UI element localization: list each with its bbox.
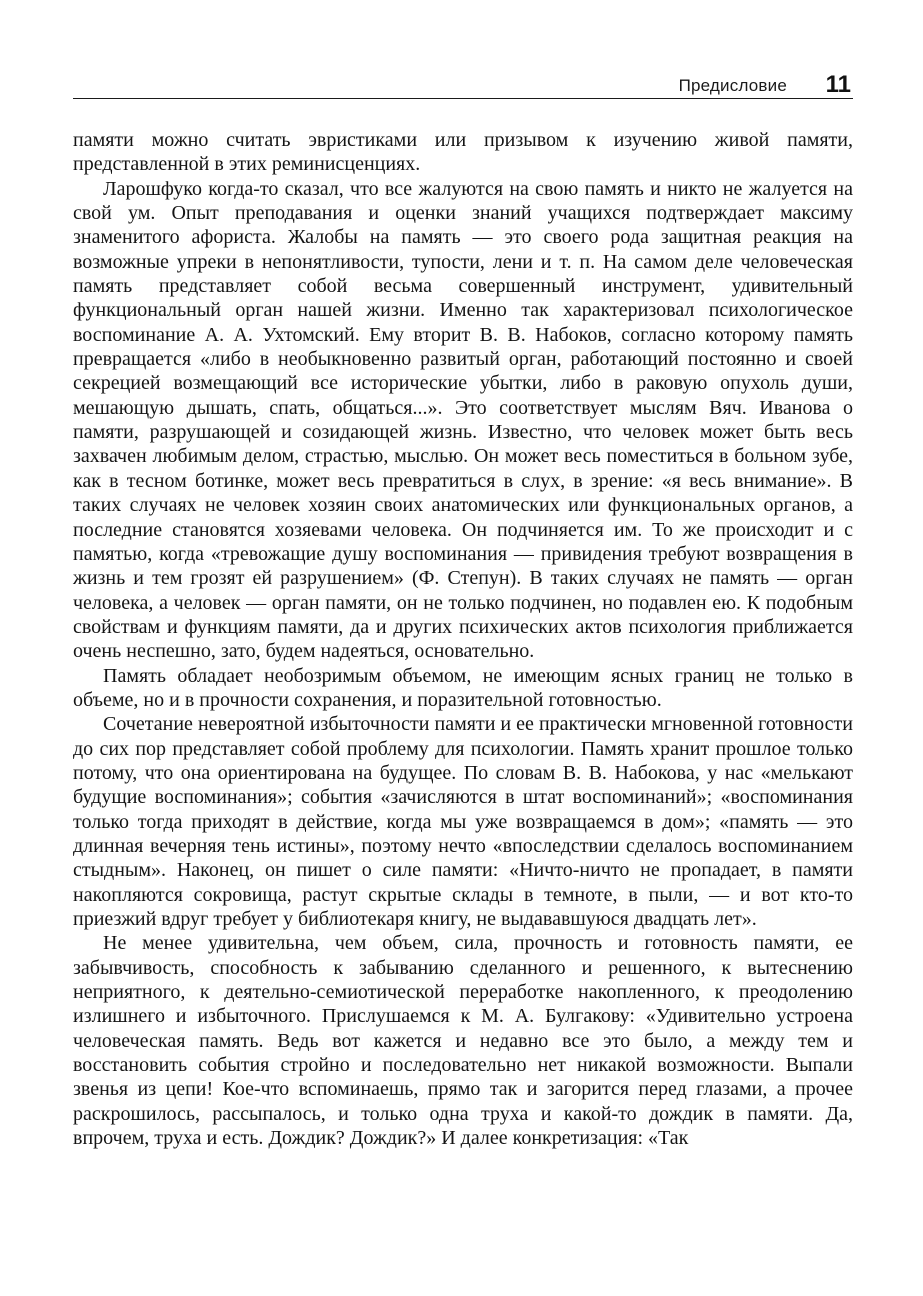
body-text [73, 128, 853, 1150]
section-title: Предисловие [678, 76, 787, 95]
page-number: 11 [825, 71, 851, 98]
paragraph-memory-volume: Память обладает необозримым объемом, не имеющим ясных границ не только в объеме, но и в прочности сохранения, и поразительной готовностью. [73, 664, 853, 711]
paragraph-larochefoucauld: Ларошфуко когда-то сказал, что все жалуются на свою память и никто не жалуется на свой ум. Опыт преподавания и оценки знаний учащихся подтверждает максиму знаменитого афориста. Жалобы на память — это своего рода защитная реакция на возможные упреки в непонятливости, тупости, лени и т. п. На самом деле человеческая память представляет собой весьма совершенный инструмент, удивительный функциональный орган нашей жизни. Именно так характеризовал психологическое воспоминание А. А. Ухтомский. Ему вторит В. В. Набоков, согласно которому память превращается «либо в необыкновенно развитый орган, работающий постоянно и своей секрецией возмещающий все исторические убытки, либо в раковую опухоль души, мешающую дышать, спать, общаться...». Это соответствует мыслям Вяч. Иванова о памяти, разрушающей и созидающей жизнь. Известно, что человек может быть весь захвачен любимым делом, страстью, мыслью. Он может весь поместиться в больном зубе, как в тесном ботинке, может весь превратиться в слух, в зрение: «я весь внимание». В таких случаях не человек хозяин своих анатомических или функциональных органов, а последние становятся хозяевами человека. Он подчиняется им. То же происходит и с памятью, когда «тревожащие душу воспоминания — привидения требуют возвращения в жизнь и тем грозят ей разрушением» (Ф. Степун). В таких случаях не память — орган человека, а человек — орган памяти, он не только подчинен, но подавлен ею. К подобным свойствам и функциям памяти, да и других психических актов психология приближается очень неспешно, зато, будем надеяться, основательно. [73, 177, 853, 663]
paragraph-forgetfulness: Не менее удивительна, чем объем, сила, прочность и готовность памяти, ее забывчивость, способность к забыванию сделанного и решенного, к вытеснению неприятного, к деятельно-семиотической переработке накопленного, к преодолению излишнего и избыточного. Прислушаемся к М. А. Булгакову: «Удивительно устроена человеческая память. Ведь вот кажется и недавно все это было, а между тем и восстановить события стройно и последовательно нет никакой возможности. Выпали звенья из цепи! Кое-что вспоминаешь, прямо так и загорится перед глазами, а прочее раскрошилось, рассыпалось, и только одна труха и какой-то дождик в памяти. Да, впрочем, труха и есть. Дождик? Дождик?» И далее конкретизация: «Так [73, 932, 853, 1150]
paragraph-continuation: памяти можно считать эвристиками или призывом к изучению живой памяти, представленной в этих реминисценциях. [73, 129, 853, 176]
paragraph-memory-readiness: Сочетание невероятной избыточности памяти и ее практически мгновенной готовности до сих пор представляет собой проблему для психологии. Память хранит прошлое только потому, что она ориентирована на будущее. По словам В. В. Набокова, у нас «мелькают будущие воспоминания»; события «зачисляются в штат воспоминаний»; «воспоминания только тогда приходят в действие, когда мы уже возвращаемся в дом»; «память — это длинная вечерняя тень истины», поэтому нечто «впоследствии сделалось воспоминанием стыдным». Наконец, он пишет о силе памяти: «Ничто-ничто не пропадает, в памяти накопляются сокровища, растут скрытые склады в темноте, в пыли, — и вот кто-то приезжий вдруг требует у библиотекаря книгу, не выдававшуюся двадцать лет». [73, 713, 853, 930]
running-header [73, 66, 853, 99]
